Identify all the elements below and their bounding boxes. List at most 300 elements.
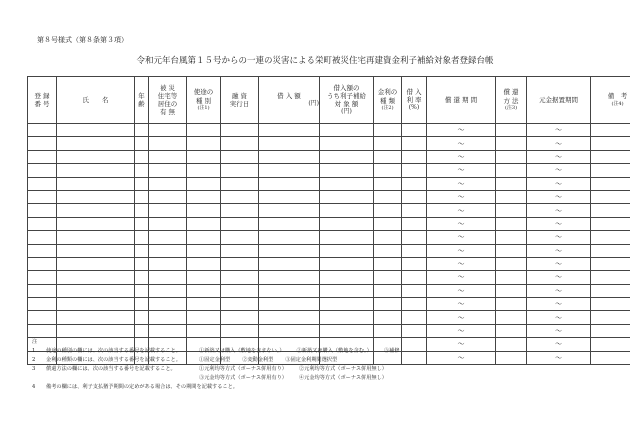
note-item-1 — [32, 347, 411, 356]
table-cell[interactable] — [221, 244, 259, 257]
table-cell[interactable] — [591, 217, 630, 230]
table-cell[interactable] — [320, 298, 374, 311]
column-header-9 — [374, 77, 402, 124]
table-cell[interactable] — [28, 177, 57, 190]
table-cell[interactable]: 〜 — [527, 124, 591, 137]
table-cell[interactable] — [374, 231, 402, 244]
table-cell[interactable] — [259, 164, 320, 177]
table-row — [28, 284, 630, 297]
column-header-6 — [221, 77, 259, 124]
header-label-line: 齢 — [138, 100, 145, 108]
header-note: (注3) — [504, 104, 518, 111]
table-cell[interactable]: 〜 — [527, 217, 591, 230]
table-cell[interactable] — [187, 217, 221, 230]
table-cell[interactable] — [221, 204, 259, 217]
table-cell[interactable] — [402, 164, 427, 177]
table-cell[interactable] — [149, 244, 187, 257]
table-cell[interactable] — [591, 298, 630, 311]
table-cell[interactable] — [320, 164, 374, 177]
header-label-line: うち利子補給 — [327, 91, 366, 100]
table-cell[interactable]: 〜 — [427, 231, 496, 244]
header-label-line: 借入額の — [333, 83, 360, 92]
table-cell[interactable]: 〜 — [427, 150, 496, 163]
table-cell[interactable]: 〜 — [427, 137, 496, 150]
table-cell[interactable] — [496, 177, 527, 190]
table-cell[interactable] — [320, 324, 374, 337]
table-cell[interactable] — [28, 231, 57, 244]
table-cell[interactable]: 〜 — [427, 298, 496, 311]
table-cell[interactable] — [149, 190, 187, 203]
table-cell[interactable] — [28, 311, 57, 324]
header-label-line: 氏 名 — [82, 95, 109, 104]
table-cell[interactable] — [28, 217, 57, 230]
table-cell[interactable]: 〜 — [427, 217, 496, 230]
header-note: (注1) — [197, 104, 210, 111]
note-text: 償還方法の欄には、次の該当する番号を記載すること。 — [46, 365, 176, 372]
table-cell[interactable] — [591, 351, 630, 364]
table-cell[interactable] — [221, 311, 259, 324]
table-cell[interactable] — [374, 177, 402, 190]
table-cell[interactable] — [135, 257, 149, 270]
note-text: 使途の種別の欄には、次の該当する番号を記載すること。 — [46, 347, 181, 354]
note-option: ①固定金利型 — [199, 356, 231, 363]
table-cell[interactable] — [320, 231, 374, 244]
table-cell[interactable] — [135, 204, 149, 217]
table-cell[interactable] — [187, 298, 221, 311]
table-cell[interactable] — [149, 324, 187, 337]
table-cell[interactable] — [374, 244, 402, 257]
table-cell[interactable] — [402, 217, 427, 230]
table-cell[interactable] — [187, 244, 221, 257]
table-cell[interactable] — [374, 257, 402, 270]
notes-header: 注 — [32, 339, 38, 345]
column-header-14 — [591, 77, 630, 124]
table-cell[interactable] — [149, 284, 187, 297]
table-cell[interactable] — [187, 311, 221, 324]
header-label-line: 登 録 — [34, 91, 50, 100]
table-cell[interactable]: 〜 — [527, 190, 591, 203]
table-cell[interactable] — [374, 137, 402, 150]
table-cell[interactable] — [28, 298, 57, 311]
table-cell[interactable] — [135, 244, 149, 257]
table-cell[interactable] — [187, 257, 221, 270]
header-label-line: 住宅等 — [157, 91, 178, 100]
table-cell[interactable]: 〜 — [527, 271, 591, 284]
table-cell[interactable] — [135, 231, 149, 244]
table-cell[interactable] — [135, 271, 149, 284]
table-cell[interactable] — [28, 164, 57, 177]
table-cell[interactable] — [320, 257, 374, 270]
table-cell[interactable] — [57, 257, 135, 270]
table-cell[interactable] — [135, 164, 149, 177]
table-cell[interactable]: 〜 — [427, 324, 496, 337]
note-text: 金利の種類の欄には、次の該当する番号を記載すること。 — [46, 356, 181, 363]
table-cell[interactable] — [259, 244, 320, 257]
table-cell[interactable] — [402, 298, 427, 311]
table-cell[interactable] — [402, 257, 427, 270]
table-cell[interactable]: 〜 — [527, 231, 591, 244]
table-cell[interactable] — [402, 190, 427, 203]
table-cell[interactable]: 〜 — [427, 257, 496, 270]
table-cell[interactable] — [259, 204, 320, 217]
table-cell[interactable] — [221, 150, 259, 163]
table-cell[interactable] — [135, 217, 149, 230]
note-option: ④元金均等方式（ボーナス併用無し） — [298, 374, 387, 381]
table-cell[interactable] — [374, 204, 402, 217]
table-cell[interactable] — [221, 190, 259, 203]
table-cell[interactable]: 〜 — [427, 244, 496, 257]
table-cell[interactable] — [135, 311, 149, 324]
table-cell[interactable] — [187, 137, 221, 150]
table-row — [28, 244, 630, 257]
column-header-1 — [28, 77, 57, 124]
note-number: 4 — [32, 383, 36, 390]
table-cell[interactable] — [320, 177, 374, 190]
table-cell[interactable] — [57, 298, 135, 311]
table-cell[interactable] — [57, 324, 135, 337]
header-note: (注2) — [381, 104, 394, 111]
note-option: ②変動金利型 — [242, 356, 274, 363]
table-row — [28, 298, 630, 311]
table-cell[interactable] — [591, 231, 630, 244]
table-cell[interactable] — [259, 150, 320, 163]
table-row — [28, 204, 630, 217]
table-cell[interactable] — [259, 137, 320, 150]
table-cell[interactable] — [496, 217, 527, 230]
table-cell[interactable] — [28, 190, 57, 203]
note-item-4 — [32, 383, 411, 392]
table-cell[interactable] — [259, 284, 320, 297]
table-cell[interactable] — [187, 164, 221, 177]
table-row — [28, 137, 630, 150]
table-cell[interactable] — [259, 271, 320, 284]
table-cell[interactable] — [28, 124, 57, 137]
header-label-line: 種 類 — [379, 96, 396, 105]
table-cell[interactable] — [496, 231, 527, 244]
table-cell[interactable] — [374, 324, 402, 337]
note-option: ③固定金利期間選択型 — [285, 356, 338, 363]
table-cell[interactable] — [187, 177, 221, 190]
header-label-line: 番 号 — [34, 100, 50, 108]
table-cell[interactable] — [149, 271, 187, 284]
table-cell[interactable] — [57, 137, 135, 150]
table-cell[interactable] — [496, 338, 527, 351]
table-cell[interactable] — [374, 271, 402, 284]
table-cell[interactable] — [402, 177, 427, 190]
table-cell[interactable]: 〜 — [527, 257, 591, 270]
table-cell[interactable] — [402, 324, 427, 337]
table-cell[interactable] — [374, 311, 402, 324]
table-cell[interactable] — [591, 177, 630, 190]
table-cell[interactable] — [57, 217, 135, 230]
table-cell[interactable]: 〜 — [527, 324, 591, 337]
table-row — [28, 177, 630, 190]
note-option: ③補修 — [383, 347, 400, 354]
table-cell[interactable] — [149, 164, 187, 177]
table-cell[interactable] — [187, 324, 221, 337]
table-cell[interactable] — [221, 284, 259, 297]
table-cell[interactable] — [320, 271, 374, 284]
table-cell[interactable]: 〜 — [527, 137, 591, 150]
table-cell[interactable] — [187, 271, 221, 284]
table-cell[interactable] — [496, 324, 527, 337]
table-cell[interactable] — [28, 150, 57, 163]
column-header-13 — [527, 77, 591, 124]
table-cell[interactable] — [259, 257, 320, 270]
table-cell[interactable] — [149, 231, 187, 244]
table-cell[interactable] — [591, 338, 630, 351]
table-row — [28, 217, 630, 230]
table-cell[interactable] — [591, 124, 630, 137]
column-header-10 — [402, 77, 427, 124]
table-cell[interactable] — [402, 204, 427, 217]
table-cell[interactable] — [320, 244, 374, 257]
table-cell[interactable] — [496, 244, 527, 257]
form-number: 第８号様式（第８条第３項） — [37, 36, 128, 44]
table-cell[interactable] — [149, 124, 187, 137]
table-cell[interactable] — [496, 351, 527, 364]
table-cell[interactable] — [496, 204, 527, 217]
table-cell[interactable] — [320, 190, 374, 203]
table-cell[interactable] — [402, 150, 427, 163]
table-cell[interactable] — [135, 190, 149, 203]
table-cell[interactable] — [374, 298, 402, 311]
table-cell[interactable] — [591, 150, 630, 163]
table-cell[interactable] — [57, 284, 135, 297]
table-cell[interactable] — [259, 298, 320, 311]
table-cell[interactable] — [591, 324, 630, 337]
table-cell[interactable] — [221, 257, 259, 270]
table-cell[interactable] — [374, 190, 402, 203]
table-cell[interactable] — [149, 150, 187, 163]
table-cell[interactable] — [187, 150, 221, 163]
table-cell[interactable]: 〜 — [527, 177, 591, 190]
table-cell[interactable] — [221, 298, 259, 311]
table-cell[interactable] — [28, 244, 57, 257]
table-cell[interactable] — [135, 324, 149, 337]
table-cell[interactable] — [221, 271, 259, 284]
table-cell[interactable] — [496, 311, 527, 324]
table-cell[interactable]: 〜 — [527, 164, 591, 177]
table-cell[interactable]: 〜 — [427, 190, 496, 203]
ledger-title: 令和元年台風第１５号からの一連の災害による栄町被災住宅再建資金利子補給対象者登録台帳 — [136, 56, 494, 66]
table-cell[interactable] — [259, 231, 320, 244]
table-cell[interactable] — [135, 150, 149, 163]
table-cell[interactable] — [591, 137, 630, 150]
table-cell[interactable]: 〜 — [427, 204, 496, 217]
table-cell[interactable] — [374, 124, 402, 137]
table-cell[interactable]: 〜 — [527, 351, 591, 364]
table-cell[interactable]: 〜 — [527, 150, 591, 163]
table-cell[interactable] — [496, 284, 527, 297]
table-cell[interactable] — [591, 311, 630, 324]
table-cell[interactable] — [402, 311, 427, 324]
table-cell[interactable] — [149, 257, 187, 270]
registration-ledger-table — [27, 76, 630, 365]
header-note: (注4) — [611, 100, 624, 107]
table-cell[interactable] — [28, 324, 57, 337]
table-cell[interactable] — [135, 284, 149, 297]
header-label-line: 備 考 — [607, 92, 628, 101]
table-row — [28, 124, 630, 137]
table-cell[interactable] — [149, 311, 187, 324]
table-cell[interactable]: 〜 — [527, 338, 591, 351]
table-cell[interactable] — [221, 177, 259, 190]
table-cell[interactable] — [402, 271, 427, 284]
table-row — [28, 257, 630, 270]
table-cell[interactable] — [149, 177, 187, 190]
table-row — [28, 150, 630, 163]
table-cell[interactable] — [28, 204, 57, 217]
table-cell[interactable]: 〜 — [527, 204, 591, 217]
table-cell[interactable]: 〜 — [527, 311, 591, 324]
table-cell[interactable] — [135, 137, 149, 150]
note-number: 2 — [32, 356, 36, 363]
table-cell[interactable] — [320, 284, 374, 297]
table-cell[interactable] — [187, 190, 221, 203]
table-row — [28, 271, 630, 284]
table-cell[interactable]: 〜 — [427, 311, 496, 324]
note-text: 備考の欄には、利子支払猶予期間の定めがある場合は、その期間を記載すること。 — [46, 383, 238, 390]
table-cell[interactable] — [496, 164, 527, 177]
table-cell[interactable] — [259, 190, 320, 203]
table-cell[interactable] — [320, 137, 374, 150]
header-label-line: 有 無 — [159, 108, 176, 117]
table-cell[interactable] — [374, 150, 402, 163]
table-cell[interactable] — [496, 150, 527, 163]
table-cell[interactable] — [135, 177, 149, 190]
table-cell[interactable] — [259, 177, 320, 190]
table-cell[interactable] — [496, 124, 527, 137]
table-cell[interactable] — [187, 124, 221, 137]
table-cell[interactable] — [374, 284, 402, 297]
table-cell[interactable] — [57, 244, 135, 257]
table-cell[interactable] — [496, 271, 527, 284]
table-cell[interactable] — [496, 190, 527, 203]
table-cell[interactable] — [57, 124, 135, 137]
table-cell[interactable] — [57, 271, 135, 284]
table-cell[interactable] — [187, 231, 221, 244]
notes-section — [32, 338, 411, 391]
table-cell[interactable] — [221, 137, 259, 150]
table-cell[interactable] — [320, 311, 374, 324]
header-label-line: 使途の — [193, 88, 214, 97]
table-cell[interactable] — [57, 190, 135, 203]
table-cell[interactable] — [259, 324, 320, 337]
header-label-line: 被 災 — [159, 83, 176, 92]
table-row — [28, 311, 630, 324]
table-cell[interactable] — [221, 231, 259, 244]
table-cell[interactable] — [57, 311, 135, 324]
table-cell[interactable] — [496, 137, 527, 150]
note-indent — [32, 374, 199, 383]
table-cell[interactable] — [259, 311, 320, 324]
table-cell[interactable]: 〜 — [427, 284, 496, 297]
table-row — [28, 324, 630, 337]
header-note: (%) — [408, 104, 420, 112]
table-cell[interactable]: 〜 — [427, 338, 496, 351]
table-cell[interactable] — [187, 204, 221, 217]
table-cell[interactable] — [221, 217, 259, 230]
column-header-3 — [135, 77, 149, 124]
table-cell[interactable]: 〜 — [427, 124, 496, 137]
table-cell[interactable] — [402, 244, 427, 257]
table-cell[interactable] — [221, 324, 259, 337]
table-cell[interactable] — [591, 164, 630, 177]
header-label-line: 方 法 — [503, 96, 519, 105]
table-cell[interactable] — [320, 124, 374, 137]
table-cell[interactable]: 〜 — [527, 298, 591, 311]
header-label-line: 利 率 — [406, 95, 422, 104]
table-cell[interactable] — [591, 257, 630, 270]
table-cell[interactable] — [221, 124, 259, 137]
table-cell[interactable] — [135, 298, 149, 311]
table-cell[interactable] — [591, 244, 630, 257]
table-cell[interactable] — [591, 204, 630, 217]
table-cell[interactable]: 〜 — [427, 351, 496, 364]
table-cell[interactable]: 〜 — [427, 271, 496, 284]
table-cell[interactable] — [28, 137, 57, 150]
table-cell[interactable] — [28, 257, 57, 270]
column-header-8 — [320, 77, 374, 124]
header-label-line: 元金据置期間 — [539, 95, 578, 104]
table-cell[interactable] — [402, 137, 427, 150]
table-cell[interactable] — [149, 204, 187, 217]
table-cell[interactable] — [57, 164, 135, 177]
table-cell[interactable] — [591, 271, 630, 284]
table-cell[interactable] — [320, 150, 374, 163]
table-cell[interactable] — [135, 124, 149, 137]
table-cell[interactable]: 〜 — [427, 177, 496, 190]
table-cell[interactable] — [591, 190, 630, 203]
table-cell[interactable] — [591, 284, 630, 297]
table-cell[interactable] — [57, 150, 135, 163]
column-header-11 — [427, 77, 496, 124]
header-label-line: 償 還 期 間 — [444, 95, 478, 104]
table-cell[interactable] — [374, 164, 402, 177]
table-cell[interactable] — [374, 217, 402, 230]
header-label-line: 融 資 — [231, 91, 248, 100]
note-item-2 — [32, 356, 411, 365]
table-cell[interactable] — [57, 231, 135, 244]
table-cell[interactable] — [259, 124, 320, 137]
table-cell[interactable] — [57, 177, 135, 190]
table-cell[interactable] — [28, 271, 57, 284]
table-cell[interactable] — [28, 284, 57, 297]
table-cell[interactable] — [496, 298, 527, 311]
note-number: 3 — [32, 365, 36, 372]
table-cell[interactable] — [149, 137, 187, 150]
table-cell[interactable] — [402, 124, 427, 137]
table-cell[interactable] — [320, 217, 374, 230]
table-cell[interactable]: 〜 — [427, 164, 496, 177]
table-row — [28, 231, 630, 244]
table-cell[interactable] — [402, 231, 427, 244]
note-option: ③元金均等方式（ボーナス併用有り） — [199, 374, 287, 381]
table-cell[interactable]: 〜 — [527, 284, 591, 297]
table-cell[interactable] — [149, 298, 187, 311]
table-cell[interactable] — [402, 284, 427, 297]
table-cell[interactable] — [496, 257, 527, 270]
table-cell[interactable] — [57, 204, 135, 217]
table-cell[interactable] — [320, 204, 374, 217]
table-cell[interactable] — [259, 217, 320, 230]
table-cell[interactable]: 〜 — [527, 244, 591, 257]
table-cell[interactable] — [149, 217, 187, 230]
header-label-line: 実行日 — [229, 100, 250, 108]
table-cell[interactable] — [187, 284, 221, 297]
table-cell[interactable] — [221, 164, 259, 177]
